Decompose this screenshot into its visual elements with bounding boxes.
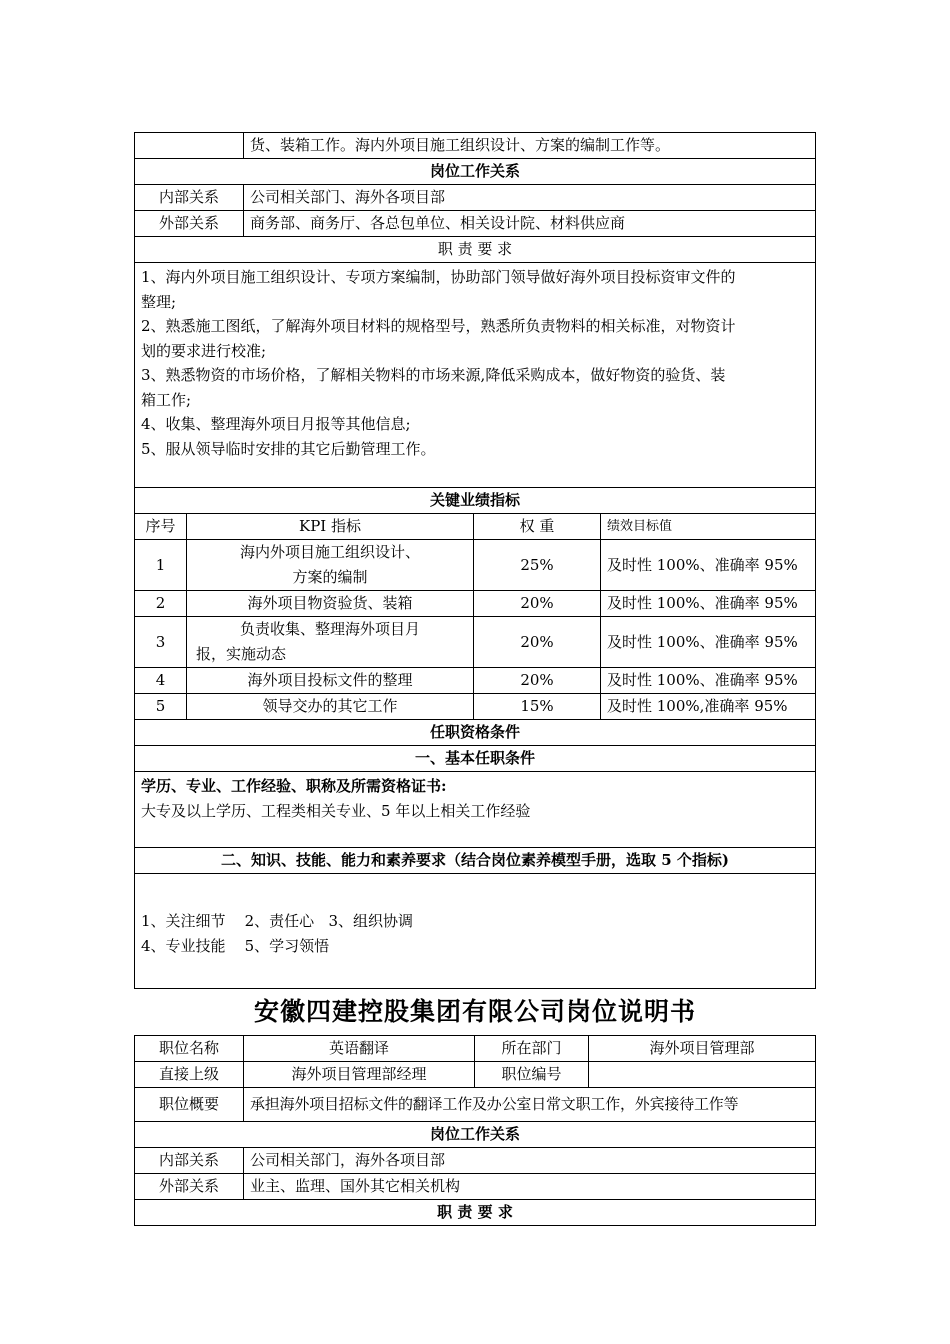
kpi-indicator-line: 负责收集、整理海外项目月 <box>239 620 420 638</box>
internal-relations-value: 公司相关部门、海外各项目部 <box>244 185 816 211</box>
summary-label: 职位概要 <box>135 1088 244 1122</box>
kpi-row-weight: 20% <box>474 591 601 617</box>
basic-qualification-label: 学历、专业、工作经验、职称及所需资格证书: <box>141 777 447 795</box>
kpi-row-no: 3 <box>135 617 187 668</box>
kpi-row-indicator <box>187 617 474 668</box>
kpi-header: 关键业绩指标 <box>135 488 816 514</box>
external-relations-label-2: 外部关系 <box>135 1174 244 1200</box>
relations-header-2: 岗位工作关系 <box>135 1122 816 1148</box>
superior-label: 直接上级 <box>135 1062 244 1088</box>
carry-duty-text: 货、装箱工作。海内外项目施工组织设计、方案的编制工作等。 <box>244 133 816 159</box>
skills-header: 二、知识、技能、能力和素养要求（结合岗位素养模型手册，选取 5 个指标) <box>135 848 816 874</box>
basic-qualification-body <box>135 772 816 848</box>
duty-line: 整理; <box>141 292 177 311</box>
kpi-row-weight: 25% <box>474 540 601 591</box>
kpi-row-weight: 15% <box>474 694 601 720</box>
department-value: 海外项目管理部 <box>589 1036 816 1062</box>
kpi-col-target: 绩效目标值 <box>601 514 816 540</box>
duty-line: 5、服从领导临时安排的其它后勤管理工作。 <box>141 439 436 458</box>
kpi-row-indicator: 海外项目投标文件的整理 <box>187 668 474 694</box>
document-title: 安徽四建控股集团有限公司岗位说明书 <box>253 997 696 1026</box>
basic-qualification-header: 一、基本任职条件 <box>135 746 816 772</box>
internal-relations-label: 内部关系 <box>135 185 244 211</box>
job-description-table-1 <box>134 132 816 989</box>
carry-label-cell <box>135 133 244 159</box>
duty-line: 3、熟悉物资的市场价格，了解相关物料的市场来源,降低采购成本，做好物资的验货、装 <box>141 366 726 384</box>
kpi-row-no: 4 <box>135 668 187 694</box>
job-description-table-2 <box>134 1035 816 1226</box>
duties-list <box>135 263 816 488</box>
kpi-col-no: 序号 <box>135 514 187 540</box>
duties-header: 职 责 要 求 <box>135 237 816 263</box>
kpi-indicator-line: 海内外项目施工组织设计、 <box>239 543 420 561</box>
kpi-row-target: 及时性 100%、准确率 95% <box>601 540 816 591</box>
qualification-header: 任职资格条件 <box>135 720 816 746</box>
duties-header-2: 职 责 要 求 <box>135 1200 816 1226</box>
external-relations-label: 外部关系 <box>135 211 244 237</box>
internal-relations-label-2: 内部关系 <box>135 1148 244 1174</box>
duty-line: 2、熟悉施工图纸，了解海外项目材料的规格型号，熟悉所负责物料的相关标准，对物资计 <box>141 317 736 335</box>
position-code-value <box>589 1062 816 1088</box>
kpi-col-weight: 权 重 <box>474 514 601 540</box>
kpi-row-indicator: 领导交办的其它工作 <box>187 694 474 720</box>
kpi-row-indicator: 海外项目物资验货、装箱 <box>187 591 474 617</box>
kpi-indicator-line: 方案的编制 <box>292 568 368 586</box>
position-code-label: 职位编号 <box>475 1062 589 1088</box>
duty-line: 4、收集、整理海外项目月报等其他信息; <box>141 415 411 433</box>
kpi-row-no: 5 <box>135 694 187 720</box>
kpi-row-target: 及时性 100%、准确率 95% <box>601 668 816 694</box>
kpi-row-target: 及时性 100%、准确率 95% <box>601 617 816 668</box>
kpi-row-weight: 20% <box>474 617 601 668</box>
skills-body <box>135 874 816 989</box>
kpi-row-weight: 20% <box>474 668 601 694</box>
summary-value: 承担海外项目招标文件的翻译工作及办公室日常文职工作，外宾接待工作等 <box>244 1088 816 1122</box>
external-relations-value-2: 业主、监理、国外其它相关机构 <box>244 1174 816 1200</box>
kpi-row-no: 2 <box>135 591 187 617</box>
skills-line: 4、专业技能 5、学习领悟 <box>141 937 330 955</box>
kpi-row-target: 及时性 100%、准确率 95% <box>601 591 816 617</box>
skills-line: 1、关注细节 2、责任心 3、组织协调 <box>141 912 414 930</box>
internal-relations-value-2: 公司相关部门，海外各项目部 <box>244 1148 816 1174</box>
superior-value: 海外项目管理部经理 <box>244 1062 475 1088</box>
kpi-indicator-line: 报，实施动态 <box>196 645 287 663</box>
relations-header: 岗位工作关系 <box>135 159 816 185</box>
kpi-row-target: 及时性 100%,准确率 95% <box>601 694 816 720</box>
duty-line: 箱工作; <box>141 390 192 409</box>
external-relations-value: 商务部、商务厅、各总包单位、相关设计院、材料供应商 <box>244 211 816 237</box>
department-label: 所在部门 <box>475 1036 589 1062</box>
kpi-row-no: 1 <box>135 540 187 591</box>
position-name-label: 职位名称 <box>135 1036 244 1062</box>
kpi-col-indicator: KPI 指标 <box>187 514 474 540</box>
position-name-value: 英语翻译 <box>244 1036 475 1062</box>
duty-line: 划的要求进行校准; <box>141 341 267 360</box>
basic-qualification-value: 大专及以上学历、工程类相关专业、5 年以上相关工作经验 <box>141 801 531 820</box>
kpi-row-indicator <box>187 540 474 591</box>
duty-line: 1、海内外项目施工组织设计、专项方案编制，协助部门领导做好海外项目投标资审文件的 <box>141 268 736 286</box>
